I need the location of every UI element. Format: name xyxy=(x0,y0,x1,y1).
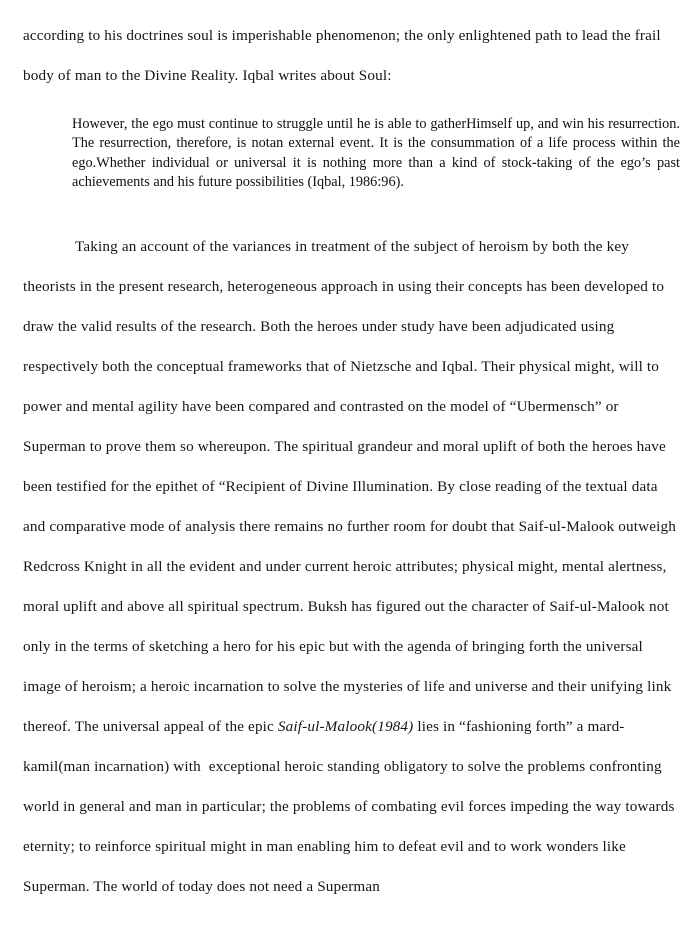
block-quotation-text: However, the ego must continue to struggle until he is able to gatherHimself up, and win his resurrection. The resurrection, therefore, is notan external event. It is the consummation of a life process within the ego.Whether individual or universal it is nothing more than a kind of stock-taking of the ego’s past achievements and his future possibilities (Iqbal, 1986:96). xyxy=(72,116,680,190)
block-quotation xyxy=(72,115,680,192)
main-paragraph xyxy=(23,227,678,907)
main-paragraph-segment-2: lies in “fashioning forth” a mard- kamil(man incarnation) with xyxy=(23,718,625,775)
epic-title-italic: Saif-ul-Malook(1984) xyxy=(277,718,414,735)
main-paragraph-segment-1: Taking an account of the variances in treatment of the subject of heroism by both the key theorists in the present research, heterogeneous approach in using their concepts has been developed to draw the valid results of the research. Both the heroes under study have been adjudicated using respectively both the conceptual frameworks that of Nietzsche and Iqbal. Their physical might, will to power and mental agility have been compared and contrasted on the model of “Ubermensch” or Superman to prove them so whereupon. The spiritual grandeur and moral uplift of both the heroes have been testified for the epithet of “Recipient of Divine Illumination. By close reading of the textual data and comparative mode of analysis there remains no further room for doubt that Saif-ul-Malook outweigh Redcross Knight in all the evident and under current heroic attributes; physical might, mental alertness, moral uplift and above all spiritual spectrum. Buksh has figured out the character of Saif-ul-Malook not only in the terms of sketching a hero for his epic but with the agenda of bringing forth the universal image of heroism; a heroic incarnation to solve the mysteries of life and universe and their unifying link thereof. The universal appeal of the epic xyxy=(23,238,677,735)
main-paragraph-segment-3: exceptional heroic standing obligatory to solve the problems confronting world in general and man in particular; the problems of combating evil forces impeding the way towards eternity; to reinforce spiritual might in man enabling him to defeat evil and to work wonders like Superman. The world of today does not need a Superman xyxy=(23,758,675,895)
double-space-artifact xyxy=(201,758,209,775)
top-paragraph: according to his doctrines soul is imperishable phenomenon; the only enlightened path to lead the frail body of man to the Divine Reality. Iqbal writes about Soul: xyxy=(23,27,661,84)
